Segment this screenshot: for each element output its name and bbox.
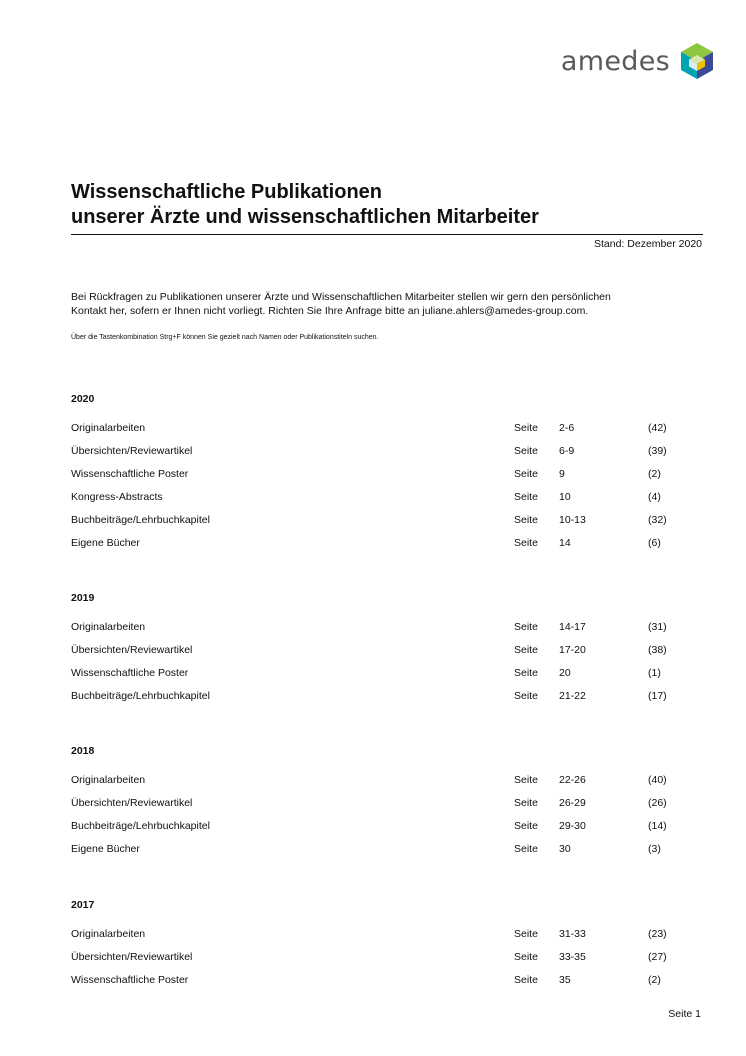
toc-label: Eigene Bücher <box>71 537 140 549</box>
toc-pages: 17-20 <box>559 644 586 656</box>
toc-pages: 29-30 <box>559 820 586 832</box>
section-year: 2018 <box>71 745 95 757</box>
section-year: 2020 <box>71 393 95 405</box>
intro-paragraph <box>71 290 711 318</box>
toc-pages: 9 <box>559 468 565 480</box>
toc-count: (42) <box>648 422 667 434</box>
toc-label: Buchbeiträge/Lehrbuchkapitel <box>71 690 210 702</box>
toc-row[interactable] <box>71 689 711 712</box>
toc-label: Buchbeiträge/Lehrbuchkapitel <box>71 514 210 526</box>
toc-seite: Seite <box>514 820 538 832</box>
toc-pages: 6-9 <box>559 445 575 457</box>
toc-count: (32) <box>648 514 667 526</box>
toc-seite: Seite <box>514 951 538 963</box>
toc-row[interactable] <box>71 643 711 666</box>
toc-pages: 10 <box>559 491 571 503</box>
toc-row[interactable] <box>71 819 711 842</box>
brand-logo <box>561 42 714 80</box>
title-line-2: unserer Ärzte und wissenschaftlichen Mitarbeiter <box>71 206 539 228</box>
toc-count: (2) <box>648 468 661 480</box>
toc-count: (2) <box>648 974 661 986</box>
toc-label: Wissenschaftliche Poster <box>71 974 189 986</box>
toc-label: Buchbeiträge/Lehrbuchkapitel <box>71 820 210 832</box>
intro-line-2: Kontakt her, sofern er Ihnen nicht vorliegt. Richten Sie Ihre Anfrage bitte an juliane.ahlers@amedes-group.com. <box>71 305 589 317</box>
toc-row[interactable] <box>71 950 711 973</box>
section-2017 <box>71 899 711 996</box>
toc-row[interactable] <box>71 467 711 490</box>
toc-count: (26) <box>648 797 667 809</box>
toc-count: (23) <box>648 928 667 940</box>
toc-row[interactable] <box>71 666 711 689</box>
title-line-1: Wissenschaftliche Publikationen <box>71 181 383 203</box>
toc-row[interactable] <box>71 620 711 643</box>
toc-seite: Seite <box>514 445 538 457</box>
toc-count: (40) <box>648 774 667 786</box>
toc-row[interactable] <box>71 536 711 559</box>
cube-logo-icon <box>680 42 714 80</box>
toc-label: Originalarbeiten <box>71 422 146 434</box>
toc-seite: Seite <box>514 667 538 679</box>
toc-seite: Seite <box>514 514 538 526</box>
toc-row[interactable] <box>71 513 711 536</box>
toc-row[interactable] <box>71 490 711 513</box>
toc-list <box>71 620 711 712</box>
toc-seite: Seite <box>514 974 538 986</box>
section-2020 <box>71 393 711 559</box>
toc-row[interactable] <box>71 421 711 444</box>
toc-pages: 14-17 <box>559 621 586 633</box>
toc-pages: 14 <box>559 537 571 549</box>
section-2018 <box>71 745 711 865</box>
toc-label: Übersichten/Reviewartikel <box>71 951 193 963</box>
title-divider <box>71 234 703 235</box>
toc-count: (3) <box>648 843 661 855</box>
intro-line-1: Bei Rückfragen zu Publikationen unserer Ärzte und Wissenschaftlichen Mitarbeiter stellen wir gern den persönlichen <box>71 291 611 303</box>
toc-pages: 10-13 <box>559 514 586 526</box>
toc-row[interactable] <box>71 796 711 819</box>
toc-label: Übersichten/Reviewartikel <box>71 445 193 457</box>
toc-seite: Seite <box>514 537 538 549</box>
stand-date: Stand: Dezember 2020 <box>594 238 702 250</box>
section-year: 2019 <box>71 592 95 604</box>
toc-pages: 35 <box>559 974 571 986</box>
toc-count: (14) <box>648 820 667 832</box>
toc-row[interactable] <box>71 773 711 796</box>
page-number: Seite 1 <box>668 1008 701 1020</box>
brand-name: amedes <box>560 45 670 77</box>
toc-count: (27) <box>648 951 667 963</box>
toc-seite: Seite <box>514 690 538 702</box>
toc-seite: Seite <box>514 774 538 786</box>
toc-seite: Seite <box>514 644 538 656</box>
toc-label: Eigene Bücher <box>71 843 140 855</box>
toc-seite: Seite <box>514 843 538 855</box>
toc-seite: Seite <box>514 928 538 940</box>
toc-count: (6) <box>648 537 661 549</box>
section-2019 <box>71 592 711 712</box>
toc-row[interactable] <box>71 842 711 865</box>
toc-seite: Seite <box>514 422 538 434</box>
search-hint: Über die Tastenkombination Strg+F können Sie gezielt nach Namen oder Publikationstiteln suchen. <box>71 334 379 341</box>
toc-pages: 22-26 <box>559 774 586 786</box>
toc-seite: Seite <box>514 797 538 809</box>
toc-list <box>71 927 711 996</box>
section-year: 2017 <box>71 899 95 911</box>
toc-count: (39) <box>648 445 667 457</box>
toc-pages: 20 <box>559 667 571 679</box>
toc-pages: 26-29 <box>559 797 586 809</box>
toc-pages: 31-33 <box>559 928 586 940</box>
toc-pages: 21-22 <box>559 690 586 702</box>
toc-label: Wissenschaftliche Poster <box>71 468 189 480</box>
toc-seite: Seite <box>514 468 538 480</box>
toc-count: (1) <box>648 667 661 679</box>
toc-label: Originalarbeiten <box>71 928 146 940</box>
toc-list <box>71 421 711 559</box>
toc-label: Kongress-Abstracts <box>71 491 163 503</box>
toc-row[interactable] <box>71 444 711 467</box>
toc-seite: Seite <box>514 621 538 633</box>
toc-label: Übersichten/Reviewartikel <box>71 644 193 656</box>
toc-list <box>71 773 711 865</box>
document-title <box>71 180 701 230</box>
toc-label: Originalarbeiten <box>71 621 146 633</box>
toc-label: Übersichten/Reviewartikel <box>71 797 193 809</box>
toc-pages: 2-6 <box>559 422 575 434</box>
toc-seite: Seite <box>514 491 538 503</box>
toc-row[interactable] <box>71 973 711 996</box>
toc-count: (31) <box>648 621 667 633</box>
toc-count: (4) <box>648 491 661 503</box>
toc-row[interactable] <box>71 927 711 950</box>
toc-label: Originalarbeiten <box>71 774 146 786</box>
toc-pages: 30 <box>559 843 571 855</box>
toc-count: (17) <box>648 690 667 702</box>
toc-label: Wissenschaftliche Poster <box>71 667 189 679</box>
toc-count: (38) <box>648 644 667 656</box>
toc-pages: 33-35 <box>559 951 586 963</box>
